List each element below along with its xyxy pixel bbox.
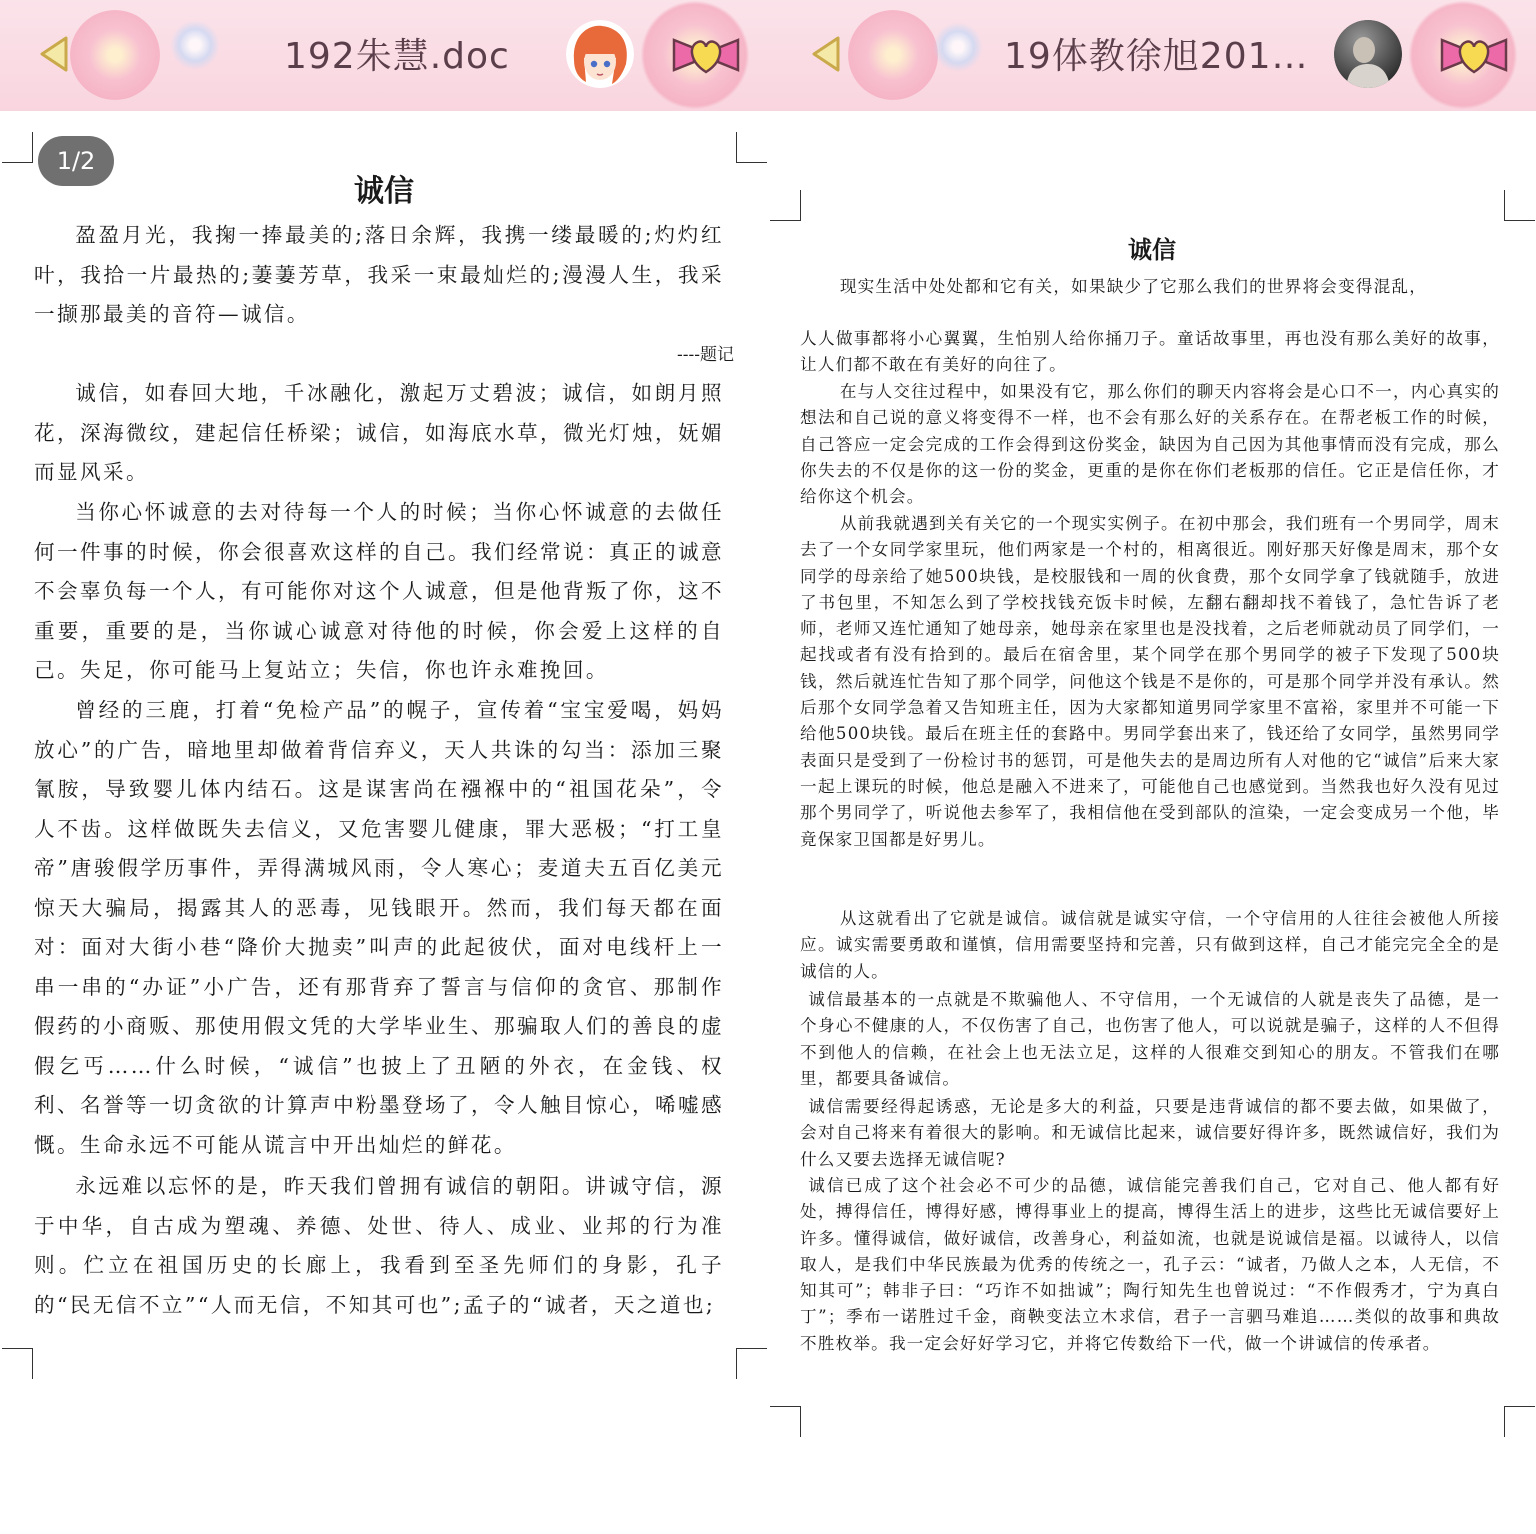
right-document-pane[interactable]	[768, 0, 1536, 1534]
page-corner-mark	[736, 1348, 767, 1379]
paragraph: 从这就看出了它就是诚信。诚信就是诚实守信，一个守信用的人往往会被他人所接应。诚实需要勇敢和谨慎，信用需要坚持和完善，只有做到这样，自己才能完完全全的是诚信的人。	[800, 909, 1500, 981]
doc-heading: 诚信	[1128, 235, 1176, 264]
back-button[interactable]	[36, 34, 76, 74]
page-corner-mark	[2, 1348, 33, 1379]
paragraph: 诚信需要经得起诱惑，无论是多大的利益，只要是违背诚信的都不要去做，如果做了，会对自己将来有着很大的影响。和无诚信比起来，诚信要好得许多，既然诚信好，我们为什么又要去选择无诚信呢?	[800, 1097, 1500, 1169]
flower-decoration	[933, 22, 983, 72]
right-header	[768, 0, 1536, 111]
paragraph: 盈盈月光，我掬一捧最美的;落日余辉，我携一缕最暖的;灼灼红叶，我拾一片最热的;萋萋芳草，我采一束最灿烂的;漫漫人生，我采一撷那最美的音符—诚信。	[34, 223, 724, 326]
avatar[interactable]	[1334, 20, 1402, 88]
page-indicator: 1/2	[38, 136, 114, 186]
back-arrow-icon	[808, 34, 848, 74]
paragraph: 人人做事都将小心翼翼，生怕别人给你捅刀子。童话故事里，再也没有那么美好的故事，让人们都不敢在有美好的向往了。	[800, 329, 1500, 375]
paragraph: 在与人交往过程中，如果没有它，那么你们的聊天内容将会是心口不一，内心真实的想法和自己说的意义将变得不一样，也不会有那么好的关系存在。在帮老板工作的时候，自己答应一定会完成的工作会得到这份奖金，缺因为自己因为其他事情而没有完成，那么你失去的不仅是你的这一份的奖金，更重的是你在你们老板那的信任。它正是信任你，才给你这个机会。	[800, 382, 1500, 507]
document-title: 192朱慧.doc	[284, 36, 510, 77]
back-arrow-icon	[36, 34, 76, 74]
flower-decoration	[170, 20, 220, 70]
page-corner-mark	[736, 132, 767, 163]
flower-decoration	[70, 10, 160, 100]
left-header	[0, 0, 768, 111]
paragraph: 当你心怀诚意的去对待每一个人的时候；当你心怀诚意的去做任何一件事的时候，你会很喜欢这样的自己。我们经常说：真正的诚意不会辜负每一个人，有可能你对这个人诚意，但是他背叛了你，这不重要，重要的是，当你诚心诚意对待他的时候，你会爱上这样的自己。失足，你可能马上复站立；失信，你也许永难挽回。	[34, 500, 724, 682]
avatar[interactable]	[566, 20, 634, 88]
heart-bow-icon	[1438, 32, 1510, 76]
signature: ----题记	[677, 345, 734, 365]
page-corner-mark	[1504, 1406, 1535, 1437]
page-corner-mark	[2, 132, 33, 163]
page-corner-mark	[1504, 190, 1535, 221]
flower-decoration	[848, 10, 938, 100]
paragraph: 诚信已成了这个社会必不可少的品德，诚信能完善我们自己，它对自己、他人都有好处，搏得信任，博得好感，博得事业上的提高，博得生活上的进步，这些比无诚信要好上许多。懂得诚信，做好诚信，改善身心，利益如流，也就是说诚信是福。以诚待人，以信取人，是我们中华民族最为优秀的传统之一，孔子云：“诚者，乃做人之本，人无信，不知其可”；韩非子曰：“巧诈不如拙诚”；陶行知先生也曾说过：“不作假秀才，宁为真白丁”；季布一诺胜过千金，商鞅变法立木求信，君子一言驷马难追……类似的故事和典故不胜枚举。我一定会好好学习它，并将它传数给下一代，做一个讲诚信的传承者。	[800, 1176, 1500, 1353]
page-corner-mark	[770, 1406, 801, 1437]
paragraph: 从前我就遇到关有关它的一个现实实例子。在初中那会，我们班有一个男同学，周末去了一个女同学家里玩，他们两家是一个村的，相离很近。刚好那天好像是周末，那个女同学的母亲给了她500块钱，是校服钱和一周的伙食费，那个女同学拿了钱就随手，放进了书包里，不知怎么到了学校找钱充饭卡时候，左翻右翻却找不着钱了，急忙告诉了老师，老师又连忙通知了她母亲，她母亲在家里也是没找着，之后老师就动员了同学们，一起找或者有没有拾到的。最后在宿舍里，某个同学在那个男同学的被子下发现了500块钱，然后就连忙告知了那个同学，问他这个钱是不是你的，可是那个同学并没有承认。然后那个女同学急着又告知班主任，因为大家都知道男同学家里不富裕，家里并不可能一下给他500块钱。最后在班主任的套路中。男同学套出来了，钱还给了女同学，虽然男同学表面只是受到了一份检讨书的惩罚，可是他失去的是周边所有人对他的它“诚信”后来大家一起上课玩的时候，他总是融入不进来了，可能他自己也感觉到。当然我也好久没有见过那个男同学了，听说他去参军了，我相信他在受到部队的渲染，一定会变成另一个他，毕竟保家卫国都是好男儿。	[800, 514, 1500, 849]
avatar-anime-girl	[566, 20, 634, 88]
page-corner-mark	[770, 190, 801, 221]
heart-bow-icon	[670, 32, 742, 76]
document-title: 19体教徐旭201…	[1004, 36, 1309, 77]
paragraph: 永远难以忘怀的是，昨天我们曾拥有诚信的朝阳。讲诚守信，源于中华，自古成为塑魂、养德、处世、待人、成业、业邦的行为准则。伫立在祖国历史的长廊上，我看到至圣先师们的身影，孔子的“民无信不立”“人而无信，不知其可也”;孟子的“诚者，天之道也;	[34, 1174, 724, 1317]
paragraph: 诚信最基本的一点就是不欺骗他人、不守信用，一个无诚信的人就是丧失了品德，是一个身心不健康的人，不仅伤害了自己，也伤害了他人，可以说就是骗子，这样的人不但得不到他人的信赖，在社会上也无法立足，这样的人很难交到知心的朋友。不管我们在哪里，都要具备诚信。	[800, 990, 1500, 1088]
paragraph: 曾经的三鹿，打着“免检产品”的幌子，宣传着“宝宝爱喝，妈妈放心”的广告，暗地里却做着背信弃义，天人共诛的勾当：添加三聚氰胺，导致婴儿体内结石。这是谋害尚在襁褓中的“祖国花朵”，令人不齿。这样做既失去信义，又危害婴儿健康，罪大恶极；“打工皇帝”唐骏假学历事件，弄得满城风雨，令人寒心；麦道夫五百亿美元惊天大骗局，揭露其人的恶毒，见钱眼开。然而，我们每天都在面对：面对大街小巷“降价大抛卖”叫声的此起彼伏，面对电线杆上一串一串的“办证”小广告，还有那背弃了誓言与信仰的贪官、那制作假药的小商贩、那使用假文凭的大学毕业生、那骗取人们的善良的虚假乞丐……什么时候，“诚信”也披上了丑陋的外衣，在金钱、权利、名誉等一切贪欲的计算声中粉墨登场了，令人触目惊心，唏嘘感慨。生命永远不可能从谎言中开出灿烂的鲜花。	[34, 698, 724, 1157]
heart-bow-button[interactable]	[670, 32, 742, 76]
paragraph: 现实生活中处处都和它有关，如果缺少了它那么我们的世界将会变得混乱，	[839, 277, 1428, 296]
heart-bow-button[interactable]	[1438, 32, 1510, 76]
doc-heading: 诚信	[354, 174, 414, 209]
back-button[interactable]	[808, 34, 848, 74]
paragraph: 诚信，如春回大地，千冰融化，激起万丈碧波；诚信，如朗月照花，深海微纹，建起信任桥梁；诚信，如海底水草，微光灯烛，妩媚而显风采。	[34, 381, 724, 484]
avatar-photo	[1334, 20, 1402, 88]
